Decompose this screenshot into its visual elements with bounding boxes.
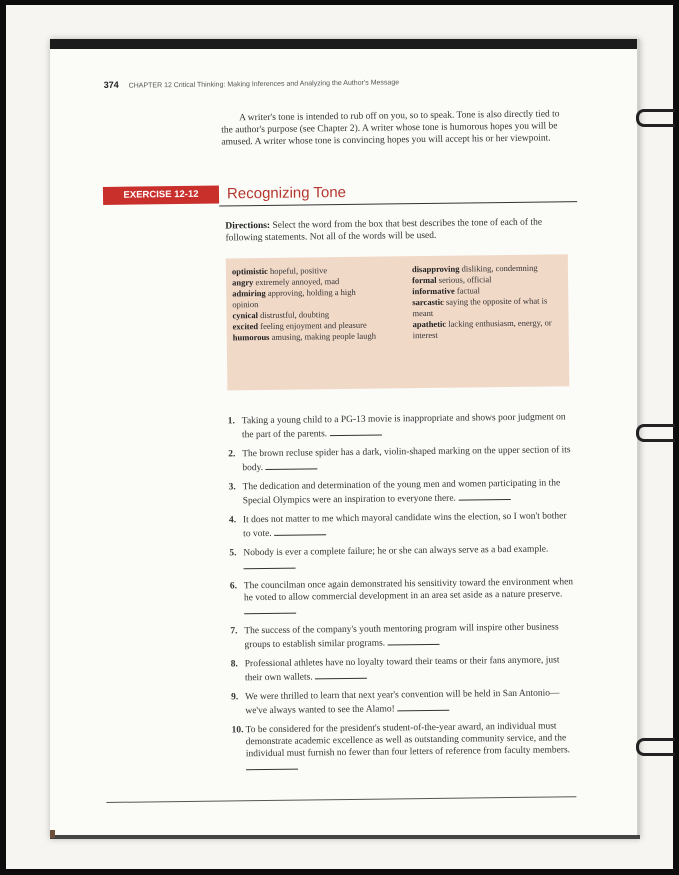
answer-blank[interactable]	[246, 760, 298, 771]
question-number: 5.	[229, 548, 237, 559]
question-number: 3.	[228, 482, 236, 493]
question-body	[242, 411, 573, 441]
question-number: 1.	[227, 416, 235, 427]
tone-word: apathetic	[412, 318, 447, 330]
tone-definition: amusing, making people laugh	[269, 330, 376, 342]
intro-paragraph: A writer's tone is intended to rub off on you, so to speak. Tone is also directly tied to the author's purpose (see Chapter 2). A writer whose tone is humorous hopes you will be amused. A writer whose tone is convincing hopes you will accept his or her viewpoint.	[221, 109, 560, 148]
question-body	[242, 444, 573, 474]
answer-blank[interactable]	[243, 559, 295, 570]
bottom-rule	[106, 796, 576, 803]
word-box	[226, 254, 570, 390]
tone-definition: extremely annoyed, mad	[253, 276, 340, 288]
tone-word: sarcastic	[412, 296, 444, 308]
tone-word: humorous	[232, 331, 270, 343]
question-text: We were thrilled to learn that next year's convention will be held in San Antonio—we've always wanted to see the Alamo!	[245, 688, 560, 717]
question-number: 2.	[228, 449, 236, 460]
tone-definition: saying the opposite of what is meant	[412, 295, 548, 319]
question-item	[231, 654, 576, 684]
tone-word: informative	[412, 285, 455, 297]
binder-ring	[636, 738, 675, 756]
question-item	[231, 720, 577, 774]
question-number: 6.	[229, 581, 237, 592]
tone-word: cynical	[232, 310, 259, 321]
directions	[225, 216, 570, 244]
question-text: The success of the company's youth mentoring program will inspire other business groups to establish similar programs.	[244, 622, 559, 651]
tone-definition: lacking enthusiasm, energy, or interest	[412, 317, 552, 341]
question-text: The brown recluse spider has a dark, violin-shaped marking on the upper section of its body.	[242, 445, 571, 474]
answer-blank[interactable]	[315, 669, 367, 680]
question-body	[245, 654, 576, 684]
question-number: 9.	[231, 692, 239, 703]
question-item	[228, 411, 573, 441]
question-body	[243, 477, 574, 507]
question-text: The dedication and determination of the young men and women participating in the Special Olympics were an inspiration to everyone there.	[242, 478, 561, 507]
question-body	[245, 720, 577, 774]
tone-definition: serious, official	[436, 274, 492, 285]
tone-definition: disliking, condemning	[459, 262, 538, 274]
running-header	[104, 76, 400, 90]
question-item	[229, 510, 574, 540]
textbook-page	[50, 39, 640, 839]
binder-ring	[636, 109, 675, 127]
question-number: 4.	[228, 515, 237, 526]
question-body	[243, 543, 574, 573]
tone-word: excited	[232, 321, 259, 332]
answer-blank[interactable]	[244, 604, 296, 615]
question-list	[228, 411, 577, 781]
question-body	[244, 576, 575, 618]
question-text: To be considered for the president's student-of-the-year award, an individual must demonstrate academic excellence as well as outstanding community service, and the individual must furnish no fewer than four letters of reference from faculty members.	[245, 721, 571, 760]
tone-word: admiring	[232, 287, 266, 299]
title-rule	[219, 201, 577, 206]
answer-blank[interactable]	[387, 635, 439, 646]
question-number: 10.	[231, 725, 244, 736]
page-bottom-edge	[50, 835, 640, 839]
tone-definition: factual	[454, 285, 481, 296]
question-body	[244, 621, 575, 651]
word-entry	[412, 295, 562, 319]
tone-word: angry	[232, 277, 254, 288]
word-entry	[232, 287, 382, 311]
answer-blank[interactable]	[458, 490, 510, 501]
directions-text: Select the word from the box that best describes the tone of each of the following statements. Not all of the words will be used.	[225, 217, 543, 244]
tone-definition: distrustful, doubting	[257, 309, 330, 321]
question-text: It does not matter to me which mayoral candidate wins the election, so I won't bother to vote.	[242, 511, 567, 540]
word-entry	[233, 331, 383, 344]
question-text: Professional athletes have no loyalty toward their teams or their fans anymore, just their own wallets.	[244, 655, 560, 684]
tone-definition: approving, holding a high opinion	[232, 286, 356, 310]
exercise-title: Recognizing Tone	[226, 183, 347, 203]
directions-lead: Directions:	[225, 220, 271, 232]
running-title: CHAPTER 12 Critical Thinking: Making Inferences and Analyzing the Author's Message	[128, 79, 400, 90]
question-body	[243, 510, 574, 540]
question-text: Taking a young child to a PG-13 movie is inappropriate and shows poor judgment on the part of the parents.	[241, 412, 566, 441]
question-number: 7.	[230, 626, 238, 637]
question-text: The councilman once again demonstrated his sensitivity toward the environment when he voted to allow commercial development in an area set aside as a nature preserve.	[243, 577, 574, 604]
tone-definition: hopeful, positive	[267, 265, 328, 276]
question-body	[245, 687, 576, 717]
answer-blank[interactable]	[265, 459, 317, 470]
photo-background	[6, 5, 673, 869]
question-number: 8.	[230, 659, 238, 670]
question-item	[230, 576, 575, 618]
word-box-left-column	[232, 265, 383, 344]
question-text: Nobody is ever a complete failure; he or she can always serve as a bad example.	[243, 544, 549, 559]
question-item	[228, 444, 573, 474]
tone-word: disapproving	[411, 263, 460, 275]
page-number: 374	[103, 79, 119, 90]
exercise-label: EXERCISE 12-12	[103, 186, 219, 205]
word-box-right-column	[412, 262, 563, 341]
corner-mark	[50, 830, 55, 838]
answer-blank[interactable]	[329, 426, 381, 437]
tone-word: formal	[412, 274, 437, 286]
question-item	[229, 477, 574, 507]
question-item	[231, 687, 576, 717]
answer-blank[interactable]	[397, 701, 449, 712]
tone-definition: feeling enjoyment and pleasure	[258, 319, 367, 332]
tone-word: optimistic	[231, 265, 268, 277]
answer-blank[interactable]	[274, 525, 326, 536]
page-content	[50, 39, 640, 839]
binder-ring	[636, 424, 675, 442]
question-item	[230, 621, 575, 651]
question-item	[229, 543, 574, 573]
word-entry	[413, 317, 563, 341]
